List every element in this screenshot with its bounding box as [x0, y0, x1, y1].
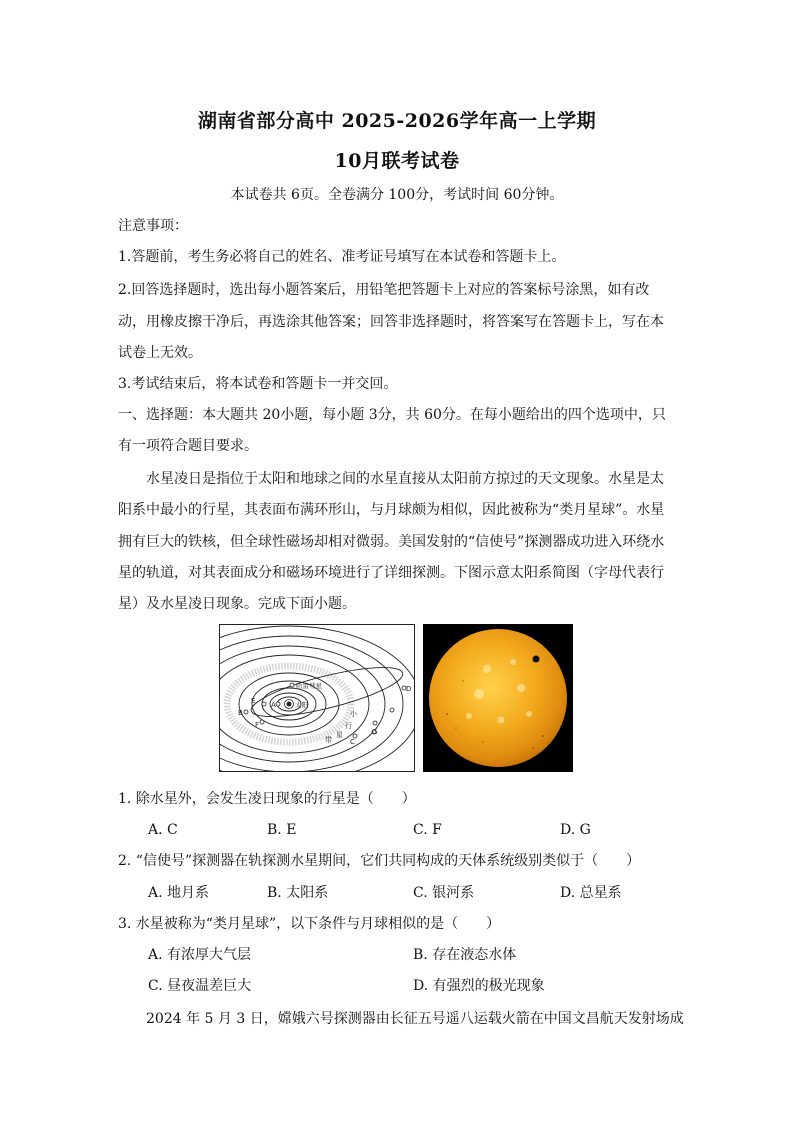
- passage-1-line-1: 水星凌日是指位于太阳和地球之间的水星直接从太阳前方掠过的天文现象。水星是太: [146, 471, 664, 487]
- section-1-line-1: 一、选择题：本大题共 20小题，每小题 3分，共 60分。在每小题给出的四个选项中，只: [118, 407, 666, 423]
- notes-heading: 注意事项：: [118, 218, 188, 234]
- question-1-option-a: A. C: [148, 822, 178, 838]
- planet-label-g: G: [372, 728, 378, 736]
- solar-system-diagram: [219, 624, 415, 772]
- planet-label-b: B: [238, 709, 243, 717]
- question-2-option-d: D. 总星系: [560, 885, 622, 901]
- notes-item-3: 3.考试结束后，将本试卷和答题卡一并交回。: [118, 376, 398, 392]
- mercury-silhouette: [533, 656, 540, 663]
- question-3-stem: 3. 水星被称为“类月星球”，以下条件与月球相似的是（ ）: [118, 916, 501, 932]
- belt-char-1: 小: [350, 710, 357, 718]
- planet-label-d: D: [406, 685, 412, 693]
- planet-label-a: A: [271, 701, 276, 709]
- passage-1-line-3: 拥有巨大的铁核，但全球性磁场却相对微弱。美国发射的“信使号”探测器成功进入环绕水: [118, 534, 665, 550]
- question-1-option-c: C. F: [413, 822, 442, 838]
- section-1-line-2: 有一项符合题目要求。: [118, 438, 258, 454]
- exam-title-line1: 湖南省部分高中 2025-2026学年高一上学期: [197, 110, 597, 132]
- question-3-option-a: A. 有浓厚大气层: [148, 947, 252, 963]
- question-3-option-b: B. 存在液态水体: [413, 947, 517, 963]
- question-2-option-c: C. 银河系: [413, 885, 475, 901]
- question-3-option-c: C. 昼夜温差巨大: [148, 978, 252, 994]
- question-1-option-b: B. E: [267, 822, 297, 838]
- question-3-option-d: D. 有强烈的极光现象: [413, 978, 545, 994]
- question-2-option-a: A. 地月系: [148, 885, 210, 901]
- passage-1-line-2: 阳系中最小的行星，其表面布满环形山，与月球颇为相似，因此被称为“类月星球”。水星: [118, 502, 665, 518]
- belt-char-4: 带: [325, 736, 332, 744]
- passage-2-line-1: 2024 年 5 月 3 日，嫦娥六号探测器由长征五号遥八运载火箭在中国文昌航天发射场成: [146, 1011, 684, 1027]
- exam-info: 本试卷共 6页。全卷满分 100分，考试时间 60分钟。: [230, 187, 564, 203]
- question-1-option-d: D. G: [560, 822, 591, 838]
- notes-item-2-line-1: 2.回答选择题时，选出每小题答案后，用铅笔把答题卡上对应的答案标号涂黑，如有改: [118, 282, 650, 298]
- sun-dot: [287, 702, 292, 707]
- planet-label-e: E: [251, 697, 256, 705]
- mercury-transit-photo: [423, 624, 573, 772]
- belt-char-3: 星: [336, 731, 343, 739]
- passage-1-line-4: 星的轨道，对其表面成分和磁场环境进行了详细探测。下图示意太阳系简图（字母代表行: [118, 565, 664, 581]
- notes-item-1: 1.答题前，考生务必将自己的姓名、准考证号填写在本试卷和答题卡上。: [118, 249, 566, 265]
- question-2-option-b: B. 太阳系: [267, 885, 329, 901]
- notes-item-2-line-3: 试卷上无效。: [118, 345, 202, 361]
- comet-dot: [290, 683, 294, 687]
- question-2-stem: 2. “信使号”探测器在轨探测水星期间，它们共同构成的天体系统级别类似于（ ）: [118, 853, 641, 869]
- diagram-frame: [220, 625, 415, 772]
- planet-label-f: F: [255, 721, 260, 729]
- belt-char-2: 行: [345, 722, 352, 730]
- comet-label: 哈雷彗星: [296, 682, 322, 690]
- passage-1-line-5: 星）及水星凌日现象。完成下面小题。: [118, 596, 356, 612]
- planet-label-c: C: [350, 738, 355, 746]
- question-1-stem: 1. 除水星外，会发生凌日现象的行星是（ ）: [118, 791, 416, 807]
- sun-label: 太阳: [295, 701, 308, 709]
- sun-disk: [429, 629, 567, 767]
- notes-item-2-line-2: 动，用橡皮擦干净后，再选涂其他答案；回答非选择题时，将答案写在答题卡上，写在本: [118, 314, 664, 330]
- exam-title-line2: 10月联考试卷: [334, 150, 460, 172]
